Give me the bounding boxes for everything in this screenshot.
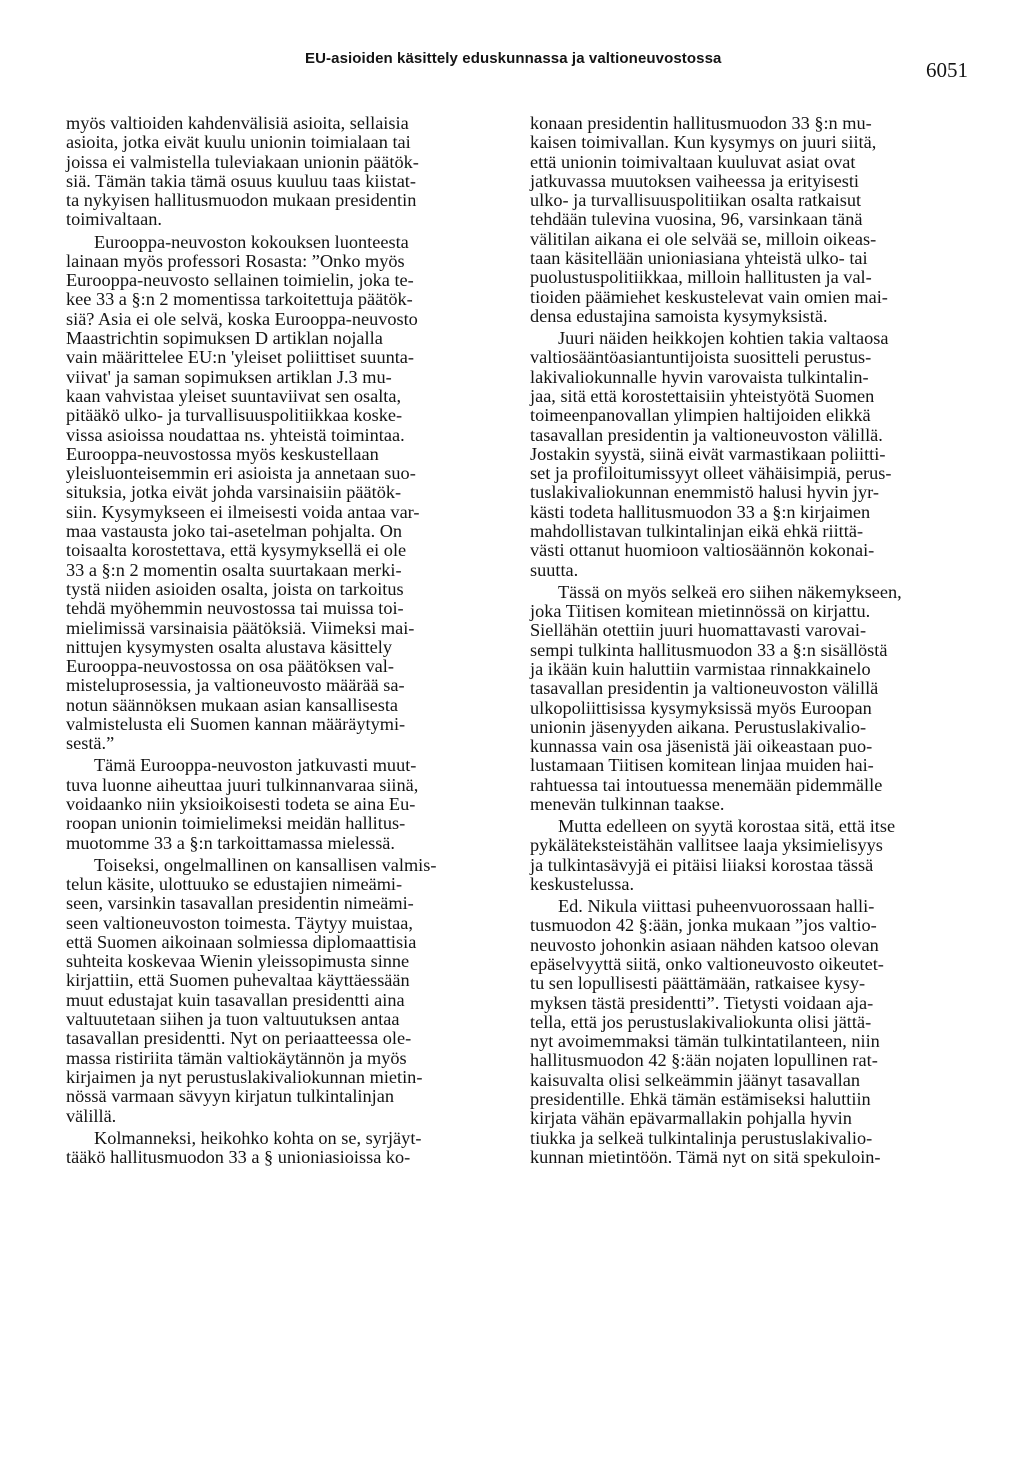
right-column [530,114,970,1170]
paragraph: konaan presidentin hallitusmuodon 33 §:n mu- kaisen toimivallan. Kun kysymys on juuri siitä, että unionin toimivaltaan kuuluvat asiat ovat jatkuvassa muutoksen vaiheessa ja erityisesti ulko- ja turvallisuuspolitiikan osalta ratkaisut tehdään tulevina vuosina, 96, varsinkaan tänä välitilan aikana ei ole selvää se, milloin oikeas- taan käsitellään unioniasiana yhteistä ulko- tai puolustuspolitiikkaa, milloin hallitusten ja val- tioiden päämiehet keskustelevat vain omien mai- densa edustajina samoista kysymyksistä. [530,113,888,326]
paragraph: Toiseksi, ongelmallinen on kansallisen valmis- telun käsite, ulottuuko se edustajien nimeämi- seen, varsinkin tasavallan presidentin nimeämi- seen valtioneuvoston toimesta. Täytyy muistaa, että Suomen aikoinaan solmiessa diplomaattisia suhteita koskevaa Wienin yleissopimusta sinne kirjattiin, että Suomen puhevaltaa käyttäessään muut edustajat kuin tasavallan presidentti aina valtuutetaan siihen ja tuon valtuutuksen antaa tasavallan presidentti. Nyt on periaatteessa ole- massa ristiriita tämän valtiokäytännön ja myös kirjaimen ja nyt perustuslakivaliokunnan mietin- nössä varmaan sävyyn kirjatun tulkintalinjan välillä. [66,854,437,1126]
running-title: EU-asioiden käsittely eduskunnassa ja valtioneuvostossa [305,50,722,67]
paragraph: myös valtioiden kahdenvälisiä asioita, sellaisia asioita, jotka eivät kuulu unionin toimialaan tai joissa ei valmistella tuleviakaan unionin päätök- siä. Tämän takia tämä osuus kuuluu taas kiistat- ta nykyisen hallitusmuodon mukaan presidentin toimivaltaan. [66,113,419,230]
page-number: 6051 [926,58,968,82]
paragraph: Kolmanneksi, heikohko kohta on se, syrjäyt- tääkö hallitusmuodon 33 a § unioniasioissa ko- [66,1127,422,1167]
left-column [66,114,502,1170]
paragraph: Juuri näiden heikkojen kohtien takia valtaosa valtiosääntöasiantuntijoista suositteli perustus- lakivaliokunnalle hyvin varovaista tulkintalin- jaa, sitä että korostettaisiin yhteistyötä Suomen toimeenpanovallan ylimpien haltijoiden elikkä tasavallan presidentin ja valtioneuvoston välillä. Jostakin syystä, siinä eivät varmastikaan poliitti- set ja profiloitumissyyt olleet vähäisimpiä, perus- tuslakivaliokunnan enemmistö halusi hyvin jyr- kästi todeta hallitusmuodon 33 a §:n kirjaimen mahdollistavan tulkintalinjan eikä ehkä riittä- västi ottanut huomioon valtiosäännön kokonai- suutta. [530,328,892,580]
paragraph: Ed. Nikula viittasi puheenvuorossaan halli- tusmuodon 42 §:ään, jonka mukaan ”jos valtio- neuvosto johonkin asiaan nähden katsoo olevan epäselvyyttä siitä, onko valtioneuvosto oikeutet- tu sen lopullisesti päättämään, ratkaisee kysy- myksen tästä presidentti”. Tietysti voidaan aja- tella, että jos perustuslakivaliokunta olisi jättä- nyt avoimemmaksi tämän tulkintatilanteen, niin hallitusmuodon 42 §:ään nojaten lopullinen rat- kaisuvalta olisi selkeämmin jäänyt tasavallan presidentille. Ehkä tämän estämiseksi haluttiin kirjata vähän epävarmallakin pohjalla hyvin tiukka ja selkeä tulkintalinja perustuslakivalio- kunnan mietintöön. Tämä nyt on sitä spekuloin- [530,896,884,1167]
paragraph: Mutta edelleen on syytä korostaa sitä, että itse pykäläteksteistähän vallitsee laaja yksimielisyys ja tulkintasävyjä ei pitäisi liiaksi korostaa tässä keskustelussa. [530,816,896,894]
paragraph: Tässä on myös selkeä ero siihen näkemykseen, joka Tiitisen komitean mietinnössä on kirjattu. Siellähän otettiin juuri huomattavasti varovai- sempi tulkinta hallitusmuodon 33 a §:n sisällöstä ja ikään kuin haluttiin varmistaa rinnakkainelo tasavallan presidentin ja valtioneuvoston välillä ulkopoliittisissa kysymyksissä myös Euroopan unionin jäsenyyden aikana. Perustuslakivalio- kunnassa vain osa jäsenistä jäi oikeastaan puo- lustamaan Tiitisen komitean linjaa muiden hai- rahtuessa tai intoutuessa menemään pidemmälle menevän tulkinnan taakse. [530,581,902,814]
paragraph: Eurooppa-neuvoston kokouksen luonteesta lainaan myös professori Rosasta: ”Onko myös Eurooppa-neuvosto sellainen toimielin, joka te- kee 33 a §:n 2 momentissa tarkoitettuja päätök- siä? Asia ei ole selvä, koska Eurooppa-neuvosto Maastrichtin sopimuksen D artiklan nojalla vain määrittelee EU:n 'yleiset poliittiset suunta- viivat' ja saman sopimuksen artiklan J.3 mu- kaan vahvistaa yleiset suuntaviivat sen osalta, pitääkö ulko- ja turvallisuuspolitiikkaa koske- vissa asioissa noudattaa ns. yhteistä toimintaa. Eurooppa-neuvostossa myös keskustellaan yleisluonteisemmin eri asioista ja annetaan suo- situksia, jotka eivät johda varsinaisiin päätök- siin. Kysymykseen ei ilmeisesti voida antaa var- maa vastausta joko tai-asetelman pohjalta. On toisaalta korostettava, että kysymyksellä ei ole 33 a §:n 2 momentin osalta suurtakaan merki- tystä niiden asioiden osalta, joista on tarkoitus tehdä myöhemmin neuvostossa tai muissa toi- mielimissä varsinaisia päätöksiä. Viimeksi mai- nittujen kysymysten osalta alustava käsittely Eurooppa-neuvostossa on osa päätöksen val- misteluprosessia, ja valtioneuvosto määrää sa- notun säännöksen mukaan asian kansallisesta valmistelusta eli Suomen kannan määräytymi- sestä.” [66,231,420,754]
paragraph: Tämä Eurooppa-neuvoston jatkuvasti muut- tuva luonne aiheuttaa juuri tulkinnanvaraa siinä, voidaanko niin yksioikoisesti todeta se aina Eu- roopan unionin toimielimeksi meidän hallitus- muotomme 33 a §:n tarkoittamassa mielessä. [66,755,419,853]
